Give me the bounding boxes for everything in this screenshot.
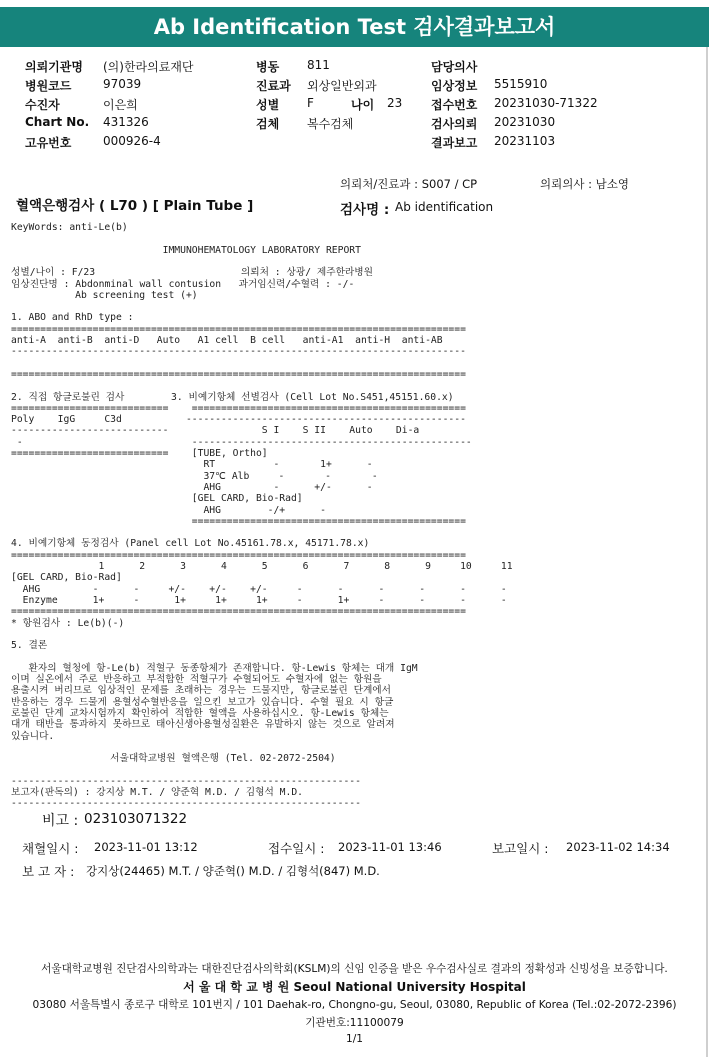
header-value-dept: 외상일반외과: [307, 79, 377, 93]
report-line: 성별/나이 : F/23 의뢰처 : 상광/ 제주한라병원: [11, 267, 374, 279]
report-line: 5. 결론: [11, 640, 48, 652]
report-line: ------------------------------------------------------------: [11, 775, 361, 787]
collect-label: 채혈일시 :: [22, 841, 79, 856]
footer-institution-no: 기관번호:11100079: [305, 1017, 404, 1029]
report-line: 4. 비예기항체 동정검사 (Panel cell Lot No.45161.78.x, 45171.78.x): [11, 538, 370, 550]
remarks-label: 비고 :: [42, 813, 79, 829]
report-line: 서울대학교병원 혈액은행 (Tel. 02-2072-2504): [11, 753, 336, 765]
header-label-receipt-no: 접수번호: [431, 98, 478, 112]
report-line: 1. ABO and RhD type :: [11, 312, 134, 324]
report-line: 대개 태반을 통과하지 못하므로 태아신생아용혈성질환은 유발하지 않는 것으로 알려져: [11, 719, 395, 731]
header-label-sex: 성별: [256, 98, 280, 112]
report-line: AHG - - +/- +/- +/- - - - - - -: [11, 583, 507, 595]
report-line: Enzyme 1+ - 1+ 1+ 1+ - 1+ - - - -: [11, 594, 507, 606]
report-line: Poly IgG C3d ------------------------------------------------: [11, 414, 466, 426]
report-line: ==============================================================================: [11, 368, 466, 380]
report-line: =========================== ===============================================: [11, 402, 466, 414]
report-line: 환자의 혈청에 항-Le(b) 적혈구 동종항체가 존재합니다. 항-Lewis 항체는 대개 IgM: [11, 662, 418, 674]
report-time-label: 보고일시 :: [492, 841, 549, 856]
header-label-dept: 진료과: [256, 79, 291, 93]
request-dept: 의뢰처/진료과 : S007 / CP: [340, 177, 478, 191]
header-label-ward: 병동: [256, 60, 280, 74]
footer-certification: 서울대학교병원 진단검사의학과는 대한진단검사의학회(KSLM)의 신임 인증을 받은 우수검사실로 결과의 정확성과 신빙성을 보증합니다.: [41, 963, 668, 975]
report-title: Ab Identification Test 검사결과보고서: [0, 7, 709, 47]
report-line: Ab screening test (+): [11, 289, 198, 301]
report-line: ------------------------------------------------------------: [11, 798, 361, 810]
report-line: --------------------------- S I S II Auto Di-a: [11, 425, 420, 437]
header-label-clinical-info: 임상정보: [431, 79, 478, 93]
report-line: - ------------------------------------------------: [11, 436, 472, 448]
report-line: 2. 직접 항글로불린 검사 3. 비예기항체 선별검사 (Cell Lot No.S451,45151.60.x): [11, 391, 454, 403]
header-label-unique-no: 고유번호: [25, 136, 72, 150]
report-line: 로불린 단계 교차시험까지 확인하여 적합한 혈액을 사용하십시오. 항-Lewis 항체는: [11, 707, 389, 719]
report-line: RT - 1+ -: [11, 459, 373, 471]
header-value-receipt-no: 20231030-71322: [494, 96, 598, 110]
request-doctor: 의뢰의사 : 남소영: [540, 177, 629, 191]
report-line: 임상진단명 : Abdonminal wall contusion 과거임신력/수혈력 : -/-: [11, 278, 355, 290]
header-value-report-date: 20231103: [494, 134, 556, 148]
footer-hospital: 서 울 대 학 교 병 원 Seoul National University Hospital: [183, 980, 526, 994]
report-line: =========================== [TUBE, Ortho]: [11, 448, 268, 459]
report-line: [GEL CARD, Bio-Rad]: [11, 572, 122, 584]
report-line: AHG -/+ -: [11, 504, 326, 516]
header-value-clinical-info: 5515910: [494, 77, 548, 91]
collect-time: 2023-11-01 13:12: [94, 840, 198, 854]
report-line: 1 2 3 4 5 6 7 8 9 10 11: [11, 561, 513, 572]
header-value-chart-no: 431326: [103, 115, 149, 129]
header-label-request-date: 검사의뢰: [431, 117, 478, 131]
test-name-label: 검사명 :: [340, 202, 390, 218]
receive-time: 2023-11-01 13:46: [338, 840, 442, 854]
header-value-institution: (의)한라의료재단: [103, 60, 194, 74]
report-line: 보고자(판독의) : 강지상 M.T. / 양준혁 M.D. / 김형석 M.D.: [11, 787, 304, 798]
report-line: IMMUNOHEMATOLOGY LABORATORY REPORT: [11, 244, 361, 256]
report-line: KeyWords: anti-Le(b): [11, 222, 128, 233]
header-value-request-date: 20231030: [494, 115, 556, 129]
header-label-doctor: 담당의사: [431, 60, 478, 74]
header-label-hospital-code: 병원코드: [25, 79, 72, 93]
footer-page: 1/1: [345, 1033, 364, 1045]
header-value-ward: 811: [307, 58, 330, 72]
header-label-institution: 의뢰기관명: [25, 60, 83, 74]
header-label-specimen: 검체: [256, 117, 280, 131]
header-value-sex: F: [307, 96, 314, 110]
report-line: 37℃ Alb - - -: [11, 470, 378, 482]
report-line: ------------------------------------------------------------------------------: [11, 346, 466, 358]
reporter-value: 강지상(24465) M.T. / 양준혁() M.D. / 김형석(847) M.D.: [86, 864, 380, 878]
report-line: ==============================================================================: [11, 323, 466, 335]
test-category: 혈액은행검사 ( L70 ) [ Plain Tube ]: [16, 198, 254, 214]
report-time: 2023-11-02 14:34: [566, 840, 670, 854]
header-label-report-date: 결과보고: [431, 136, 478, 150]
header-value-patient: 이은희: [103, 98, 138, 112]
report-line: ==============================================================================: [11, 549, 466, 561]
report-line: 용출시켜 버리므로 임상적인 문제를 초래하는 경우는 드물지만, 항글로불린 단계에서: [11, 685, 392, 697]
receive-label: 접수일시 :: [268, 841, 325, 856]
remarks-value: 023103071322: [84, 811, 188, 827]
report-line: ===============================================: [11, 515, 466, 527]
test-name: Ab identification: [395, 200, 494, 214]
reporter-label: 보 고 자 :: [22, 864, 75, 879]
header-value-hospital-code: 97039: [103, 77, 142, 91]
report-line: * 항원검사 : Le(b)(-): [11, 617, 125, 629]
report-line: 있습니다.: [11, 730, 55, 742]
report-line: anti-A anti-B anti-D Auto A1 cell B cell anti-A1 anti-H anti-AB: [11, 335, 443, 346]
report-line: [GEL CARD, Bio-Rad]: [11, 493, 303, 505]
report-line: AHG - +/- -: [11, 481, 373, 493]
report-line: 이며 실온에서 주로 반응하고 부적합한 적혈구가 수혈되어도 수혈자에 없는 항원을: [11, 674, 382, 685]
header-value-age: 23: [387, 96, 403, 110]
header-value-unique-no: 000926-4: [103, 134, 161, 148]
report-line: 반응하는 경우 드물게 용혈성수혈반응을 일으킨 보고가 있습니다. 수혈 필요 시 항글: [11, 696, 394, 708]
header-label-chart-no: Chart No.: [25, 115, 90, 129]
header-value-specimen: 복수검체: [307, 117, 354, 131]
footer-address: 03080 서울특별시 종로구 대학로 101번지 / 101 Daehak-ro, Chongno-gu, Seoul, 03080, Republic of Korea (Tel.:02-2072-2396): [32, 999, 677, 1011]
page-border: [706, 47, 708, 1057]
header-label-patient: 수진자: [25, 98, 60, 112]
header-label-age: 나이: [351, 98, 375, 112]
report-line: ==============================================================================: [11, 606, 466, 618]
